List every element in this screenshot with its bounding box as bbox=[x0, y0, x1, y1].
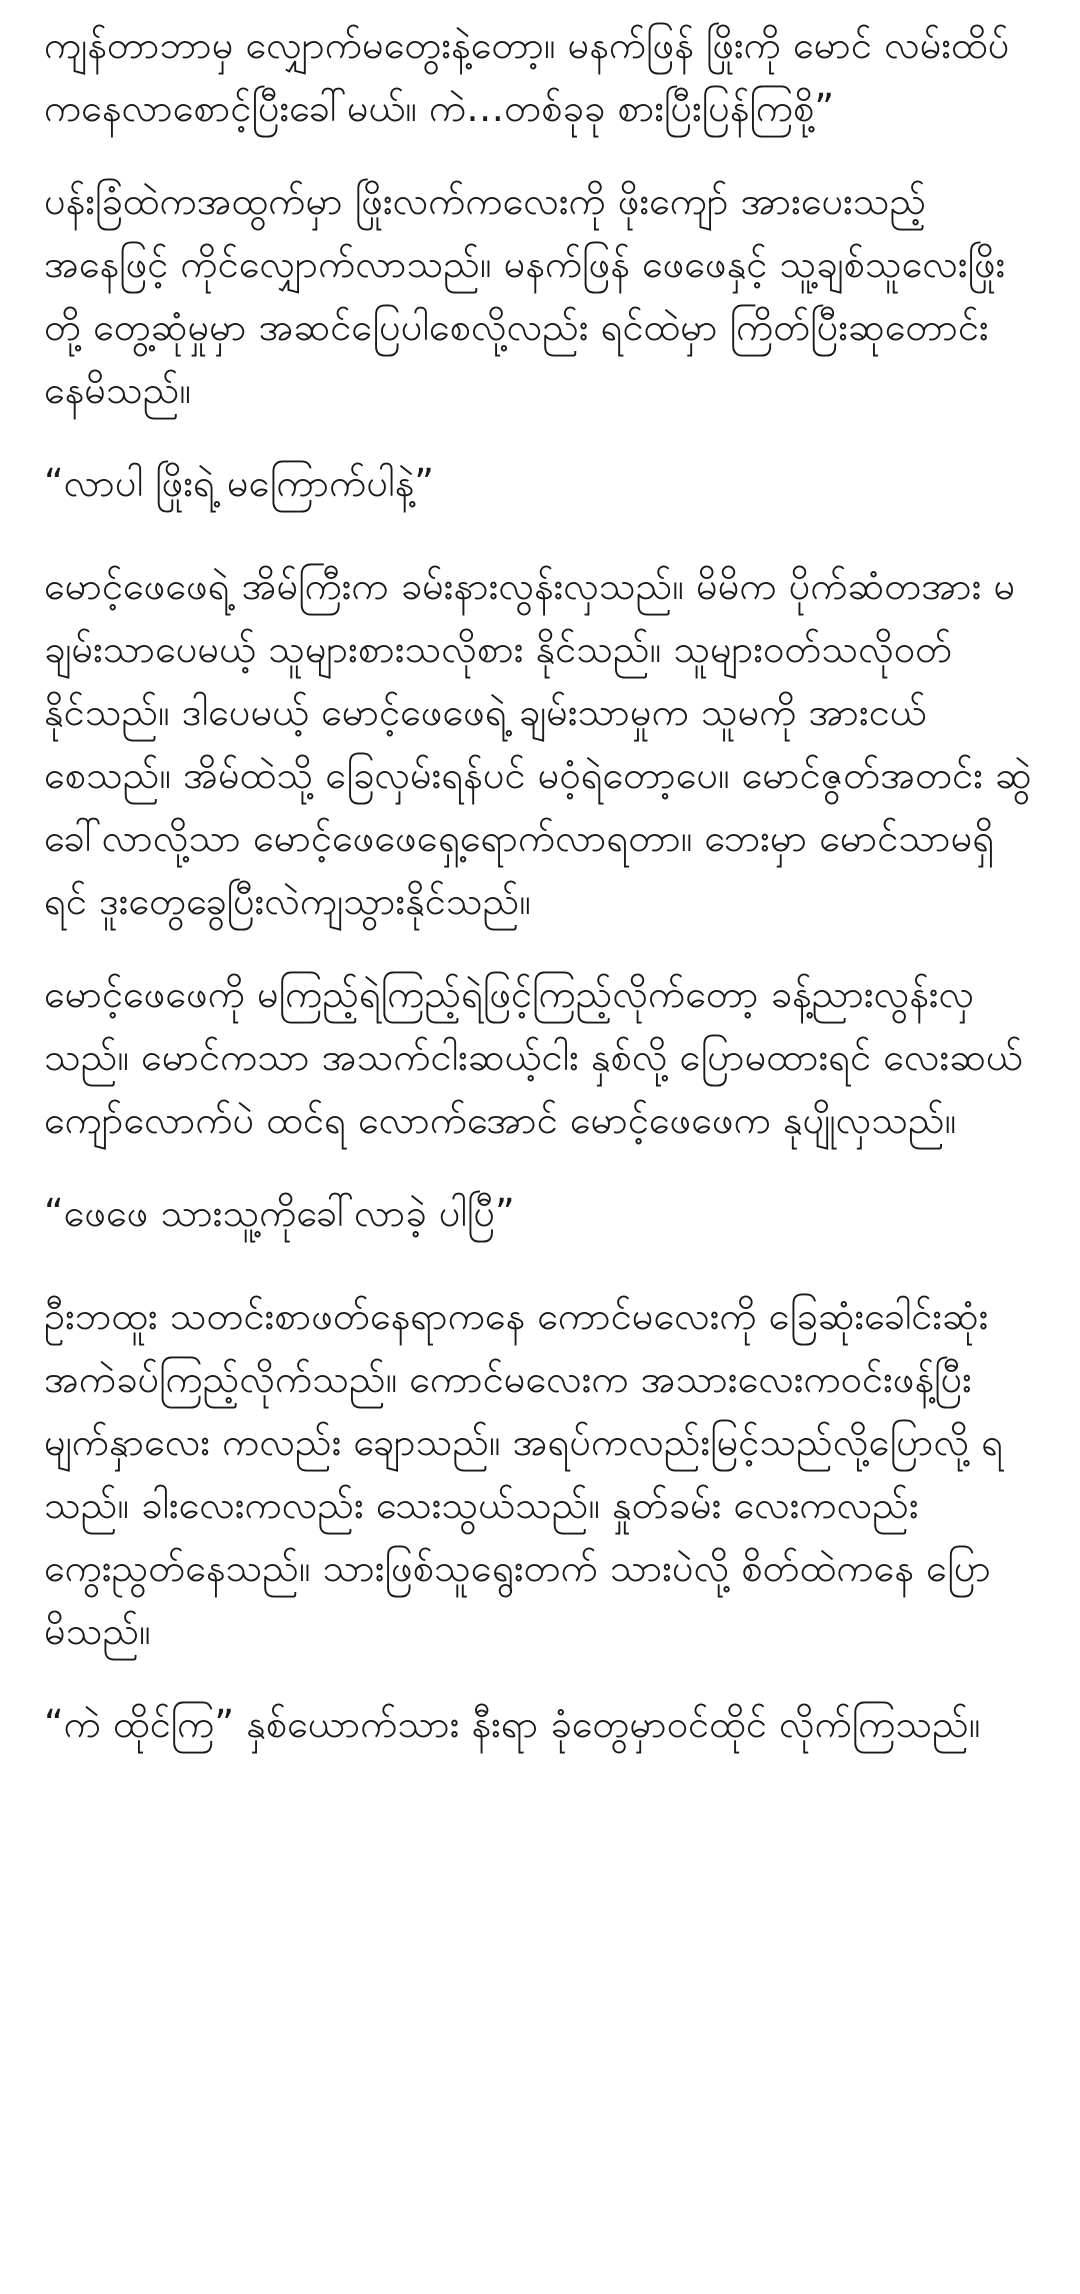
dialogue-line-1: “လာပါ ဖြိုးရဲ့ မကြောက်ပါနဲ့” bbox=[44, 461, 434, 505]
paragraph-5: ဦးဘထူး သတင်းစာဖတ်နေရာကနေ ကောင်မလေးကို ခြေဆုံးခေါင်းဆုံး အကဲခပ်ကြည့်လိုက်သည်။ ကောင်မလေးက အသားလေးကဝင်းဖန့်ပြီး မျက်နှာလေး ကလည်း ချောသည်။ အရပ်ကလည်းမြင့်သည်လို့ပြောလို့ ရသည်။ ခါးလေးကလည်း သေးသွယ်သည်။ နှုတ်ခမ်း လေးကလည်း ကွေးညွတ်နေသည်။ သားဖြစ်သူရွေးတက် သားပဲလို့ စိတ်ထဲကနေ ပြောမိသည်။ bbox=[44, 1294, 1004, 1653]
paragraph-6: “ကဲ ထိုင်ကြ” နှစ်ယောက်သား နီးရာ ခုံတွေမှာဝင်ထိုင် လိုက်ကြသည်။ bbox=[44, 1702, 981, 1746]
paragraph-2: ပန်းခြံထဲကအထွက်မှာ ဖြိုးလက်ကလေးကို ဖိုးကျော် အားပေးသည့်အနေဖြင့် ကိုင်လျှောက်လာသည်။ မနက်ဖြန် ဖေဖေနှင့် သူ့ချစ်သူလေးဖြိုးတို့ တွေ့ဆုံမှုမှာ အဆင်ပြေပါစေလို့လည်း ရင်ထဲမှာ ကြိတ်ပြီးဆုတောင်း နေမိသည်။ bbox=[44, 179, 1006, 412]
paragraph-4: မောင့်ဖေဖေကို မကြည့်ရဲကြည့်ရဲဖြင့်ကြည့်လိုက်တော့ ခန့်ညားလွန်းလှသည်။ မောင်ကသာ အသက်ငါးဆယ့်ငါး နှစ်လို့ ပြောမထားရင် လေးဆယ်ကျော်လောက်ပဲ ထင်ရ လောက်အောင် မောင့်ဖေဖေက နုပျိုလှသည်။ bbox=[44, 972, 1023, 1142]
paragraph-1: ကျန်တာဘာမှ လျှောက်မတွေးနဲ့တော့။ မနက်ဖြန် ဖြိုးကို မောင် လမ်းထိပ်ကနေလာစောင့်ပြီးခေါ်မယ်။ ကဲ…တစ်ခုခု စားပြီးပြန်ကြစို့” bbox=[44, 23, 1010, 130]
paragraph-3: မောင့်ဖေဖေရဲ့ အိမ်ကြီးက ခမ်းနားလွန်းလှသည်။ မိမိက ပိုက်ဆံတအား မချမ်းသာပေမယ့် သူများစားသလိုစား နိုင်သည်။ သူများဝတ်သလိုဝတ်နိုင်သည်။ ဒါပေမယ့် မောင့်ဖေဖေရဲ့ ချမ်းသာမှုက သူမကို အားငယ်စေသည်။ အိမ်ထဲသို့ ခြေလှမ်းရန်ပင် မဝံ့ရဲတော့ပေ။ မောင်ဇွတ်အတင်း ဆွဲခေါ်လာလို့သာ မောင့်ဖေဖေရှေ့ရောက်လာရတာ။ ဘေးမှာ မောင်သာမရှိရင် ဒူးတွေခွေပြီးလဲကျသွားနိုင်သည်။ bbox=[44, 564, 1032, 923]
dialogue-line-2: “ဖေဖေ သားသူ့ကိုခေါ်လာခဲ့ ပါပြီ” bbox=[44, 1191, 515, 1235]
